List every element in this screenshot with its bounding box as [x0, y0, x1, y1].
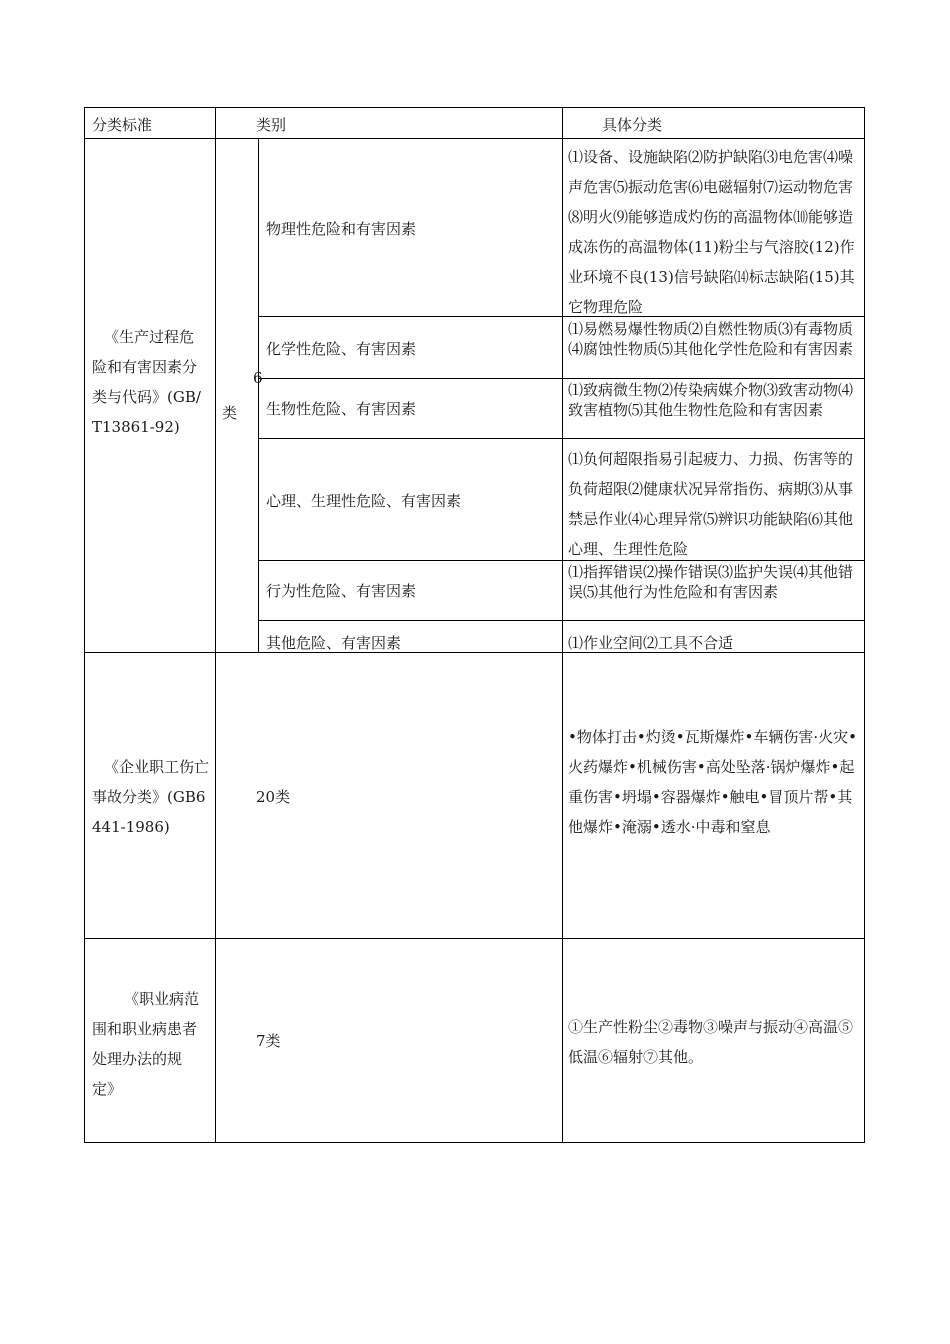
- standard-occupational: 《职业病范围和职业病患者处理办法的规定》: [92, 990, 200, 1098]
- section-divider-2: [84, 938, 865, 939]
- col-divider-inner: [258, 138, 259, 652]
- standard-gb6441: 《企业职工伤亡事故分类》(GB6441-1986): [92, 758, 210, 836]
- detail-chemical: ⑴易燃易爆性物质⑵自燃性物质⑶有毒物质⑷腐蚀性物质⑸其他化学性危险和有害因素: [568, 320, 854, 358]
- category-biological: 生物性危险、有害因素: [266, 400, 417, 418]
- category-count-gb6441: 20类: [256, 788, 291, 806]
- category-physical: 物理性危险和有害因素: [266, 220, 417, 238]
- table-border-left: [84, 107, 85, 1143]
- category-chemical: 化学性危险、有害因素: [266, 340, 417, 358]
- col-divider-2: [562, 107, 563, 1143]
- col-divider-1: [215, 107, 216, 1143]
- detail-behavioral: ⑴指挥错误⑵操作错误⑶监护失误⑷其他错误⑸其他行为性危险和有害因素: [568, 563, 854, 601]
- detail-physical: ⑴设备、设施缺陷⑵防护缺陷⑶电危害⑷噪声危害⑸振动危害⑹电磁辐射⑺运动物危害⑻明火⑼能够造成灼伤的高温物体⑽能够造成冻伤的高温物体(11)粉尘与气溶胶(12)作业环境不良(13)信号缺陷⒁标志缺陷(15)其它物理危险: [568, 148, 855, 316]
- category-psychological: 心理、生理性危险、有害因素: [266, 492, 462, 510]
- category-behavioral: 行为性危险、有害因素: [266, 582, 417, 600]
- category-count-occupational: 7类: [256, 1032, 281, 1050]
- detail-other: ⑴作业空间⑵工具不合适: [568, 634, 734, 652]
- header-divider: [84, 138, 865, 139]
- table-border-bottom: [84, 1142, 865, 1143]
- section-divider-1: [84, 652, 865, 653]
- table-border-top: [84, 107, 865, 108]
- detail-biological: ⑴致病微生物⑵传染病媒介物⑶致害动物⑷致害植物⑸其他生物性危险和有害因素: [568, 381, 854, 419]
- header-detail: 具体分类: [602, 116, 663, 134]
- category-other: 其他危险、有害因素: [266, 634, 402, 652]
- detail-occupational: ①生产性粉尘②毒物③噪声与振动④高温⑤低温⑥辐射⑦其他。: [568, 1018, 854, 1066]
- header-standard: 分类标准: [92, 116, 153, 134]
- detail-psychological: ⑴负何超限指易引起疲力、力损、伤害等的负荷超限⑵健康状况异常指伤、病期⑶从事禁忌作业⑷心理异常⑸辨识功能缺陷⑹其他心理、生理性危险: [568, 450, 854, 558]
- category-count-unit: 类: [222, 404, 238, 422]
- standard-gb13861: 《生产过程危险和有害因素分类与代码》(GB/T13861-92): [92, 328, 201, 436]
- table-border-right: [864, 107, 865, 1143]
- detail-gb6441: •物体打击•灼烫•瓦斯爆炸•车辆伤害·火灾•火药爆炸•机械伤害•高处坠落·锅炉爆炸•起重伤害•坍塌•容器爆炸•触电•冒顶片帮•其他爆炸•淹溺•透水·中毒和窒息: [568, 728, 858, 836]
- header-category: 类别: [256, 116, 287, 134]
- category-count-number: 6: [253, 369, 263, 387]
